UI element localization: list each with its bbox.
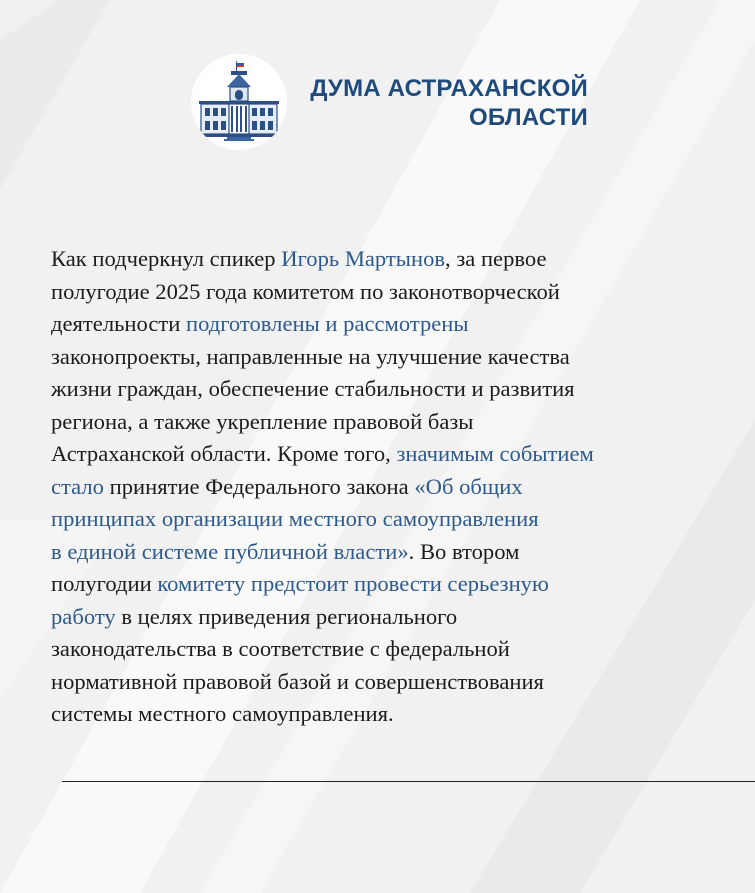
article-line: стало принятие Федерального закона «Об общих xyxy=(51,473,523,499)
highlight-committee-work: комитету предстоит провести серьезную xyxy=(157,571,549,596)
footer-divider xyxy=(62,781,755,782)
highlight-significant-event: стало xyxy=(51,473,104,499)
org-name-line-1: ДУМА АСТРАХАНСКОЙ xyxy=(310,75,588,102)
article-line: законодательства в соответствие с федеральной xyxy=(51,636,510,661)
article-line: полугодии комитету предстоит провести серьезную xyxy=(51,571,549,596)
org-name-line-2: ОБЛАСТИ xyxy=(469,104,588,131)
article-line: Астраханской области. Кроме того, значимым событием xyxy=(51,441,594,466)
law-title-highlight: в единой системе публичной власти» xyxy=(51,538,409,564)
law-title-highlight: «Об общих xyxy=(414,473,523,499)
article-line: в единой системе публичной власти». Во втором xyxy=(51,538,520,564)
article-line: полугодие 2025 года комитетом по законотворческой xyxy=(51,278,560,304)
highlight-prepared-reviewed: подготовлены и рассмотрены xyxy=(186,311,469,336)
article-line: жизни граждан, обеспечение стабильности и развития xyxy=(51,376,575,401)
article-line: Как подчеркнул спикер Игорь Мартынов, за первое xyxy=(51,246,547,271)
article-line: нормативной правовой базой и совершенствования xyxy=(51,668,544,694)
article-line: деятельности подготовлены и рассмотрены xyxy=(51,311,469,336)
article-line: законопроекты, направленные на улучшение качества xyxy=(51,343,570,369)
article-body xyxy=(51,243,741,731)
highlight-significant-event: значимым событием xyxy=(396,441,594,466)
organization-name xyxy=(296,74,588,132)
logo xyxy=(191,54,287,150)
article-line: системы местного самоуправления. xyxy=(51,701,394,726)
article-line: работу в целях приведения регионального xyxy=(51,603,458,629)
article-line: региона, а также укрепление правовой базы xyxy=(51,408,474,434)
highlight-committee-work: работу xyxy=(51,603,116,629)
law-title-highlight: принципах организации местного самоуправления xyxy=(51,506,539,531)
duma-building-icon xyxy=(191,54,287,150)
speaker-name-link[interactable]: Игорь Мартынов xyxy=(281,246,446,271)
